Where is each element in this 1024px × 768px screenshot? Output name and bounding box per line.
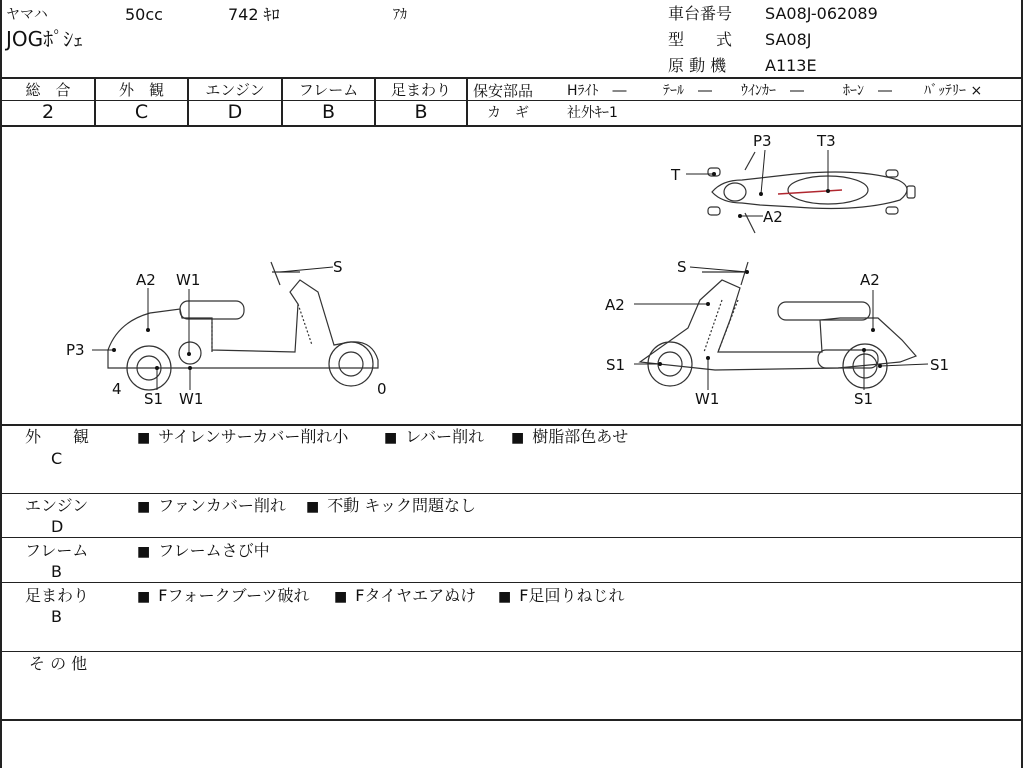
label-s: S: [333, 258, 343, 276]
label-s1: S1: [930, 356, 950, 374]
divider-note: [0, 651, 1023, 652]
grade-exterior-label: 外 観: [118, 81, 164, 99]
divider-note: [0, 537, 1023, 538]
note-frame-grade: B: [51, 562, 62, 581]
color: ｱｶ: [393, 7, 407, 23]
grade-sep: [466, 79, 468, 125]
label-w1: W1: [179, 390, 204, 408]
note-item: ■ ファンカバー削れ: [137, 497, 286, 516]
safety-taillight: ﾃｰﾙ ―: [663, 83, 712, 99]
label-s1: S1: [606, 356, 626, 374]
type-value: SA08J: [765, 30, 812, 49]
label-a2: A2: [136, 271, 156, 289]
chassis-label: 車台番号: [668, 4, 733, 23]
grade-total-label: 総 合: [25, 81, 71, 99]
scooter-diagram: [0, 127, 1022, 425]
safety-label: 保安部品: [473, 82, 534, 100]
divider-header: [0, 77, 1023, 79]
label-t3: T3: [817, 132, 836, 150]
divider-footer: [0, 719, 1023, 721]
type-label: 型 式: [668, 30, 733, 49]
mileage: 742 ｷﾛ: [228, 5, 280, 24]
chassis-value: SA08J-062089: [765, 4, 878, 23]
label-4: 4: [112, 380, 122, 398]
grade-suspension-value: B: [414, 101, 428, 123]
label-s1: S1: [854, 390, 874, 408]
label-0: 0: [377, 380, 387, 398]
note-exterior-grade: C: [51, 449, 63, 468]
note-suspension-label: 足まわり: [25, 586, 90, 605]
engine-value: A113E: [765, 56, 817, 75]
note-engine-grade: D: [51, 517, 64, 536]
note-item: ■ 不動 キック問題なし: [306, 497, 476, 516]
label-a2: A2: [605, 296, 625, 314]
label-p3: P3: [66, 341, 85, 359]
note-item: ■ Fフォークブーツ破れ: [137, 587, 310, 606]
note-item: ■ F足回りねじれ: [498, 587, 624, 606]
grade-frame-label: フレーム: [298, 81, 359, 99]
label-a2: A2: [763, 208, 783, 226]
divider-note: [0, 582, 1023, 583]
grade-frame-value: B: [321, 101, 336, 123]
model-name: JOGﾎﾟｼｪ: [6, 27, 84, 51]
label-p3: P3: [753, 132, 772, 150]
key-label: カ ギ: [487, 105, 529, 121]
note-suspension-grade: B: [51, 607, 62, 626]
note-item: ■ フレームさび中: [137, 542, 270, 561]
safety-horn: ﾎｰﾝ ―: [843, 83, 892, 99]
label-t: T: [671, 166, 681, 184]
grade-exterior-value: C: [134, 101, 149, 123]
displacement: 50cc: [125, 5, 163, 24]
maker: ヤマハ: [6, 7, 48, 23]
note-item: ■ Fタイヤエアぬけ: [334, 587, 476, 606]
note-exterior-label: 外 観: [25, 427, 90, 446]
safety-winker: ｳｲﾝｶｰ ―: [741, 83, 804, 99]
label-s: S: [677, 258, 687, 276]
safety-battery: ﾊﾞｯﾃﾘｰ ×: [924, 83, 983, 99]
note-engine-label: エンジン: [25, 496, 89, 515]
divider-diagram: [0, 424, 1023, 426]
note-other-label: そ の 他: [29, 654, 88, 673]
grade-engine-label: エンジン: [205, 81, 265, 99]
note-item: ■ サイレンサーカバー削れ小: [137, 428, 348, 447]
label-w1: W1: [176, 271, 201, 289]
note-item: ■ 樹脂部色あせ: [511, 428, 628, 447]
grade-engine-value: D: [227, 101, 243, 123]
grade-suspension-label: 足まわり: [390, 81, 451, 99]
label-s1: S1: [144, 390, 164, 408]
key-value: 社外ｷｰ1: [567, 105, 618, 121]
engine-label: 原 動 機: [668, 56, 727, 75]
grade-row-split: [0, 100, 1023, 101]
divider-note: [0, 493, 1023, 494]
note-frame-label: フレーム: [25, 541, 89, 560]
safety-headlight: Hﾗｲﾄ ―: [567, 83, 627, 99]
label-a2: A2: [860, 271, 880, 289]
grade-total-value: 2: [41, 101, 55, 123]
note-item: ■ レバー削れ: [384, 428, 484, 447]
label-w1: W1: [695, 390, 720, 408]
